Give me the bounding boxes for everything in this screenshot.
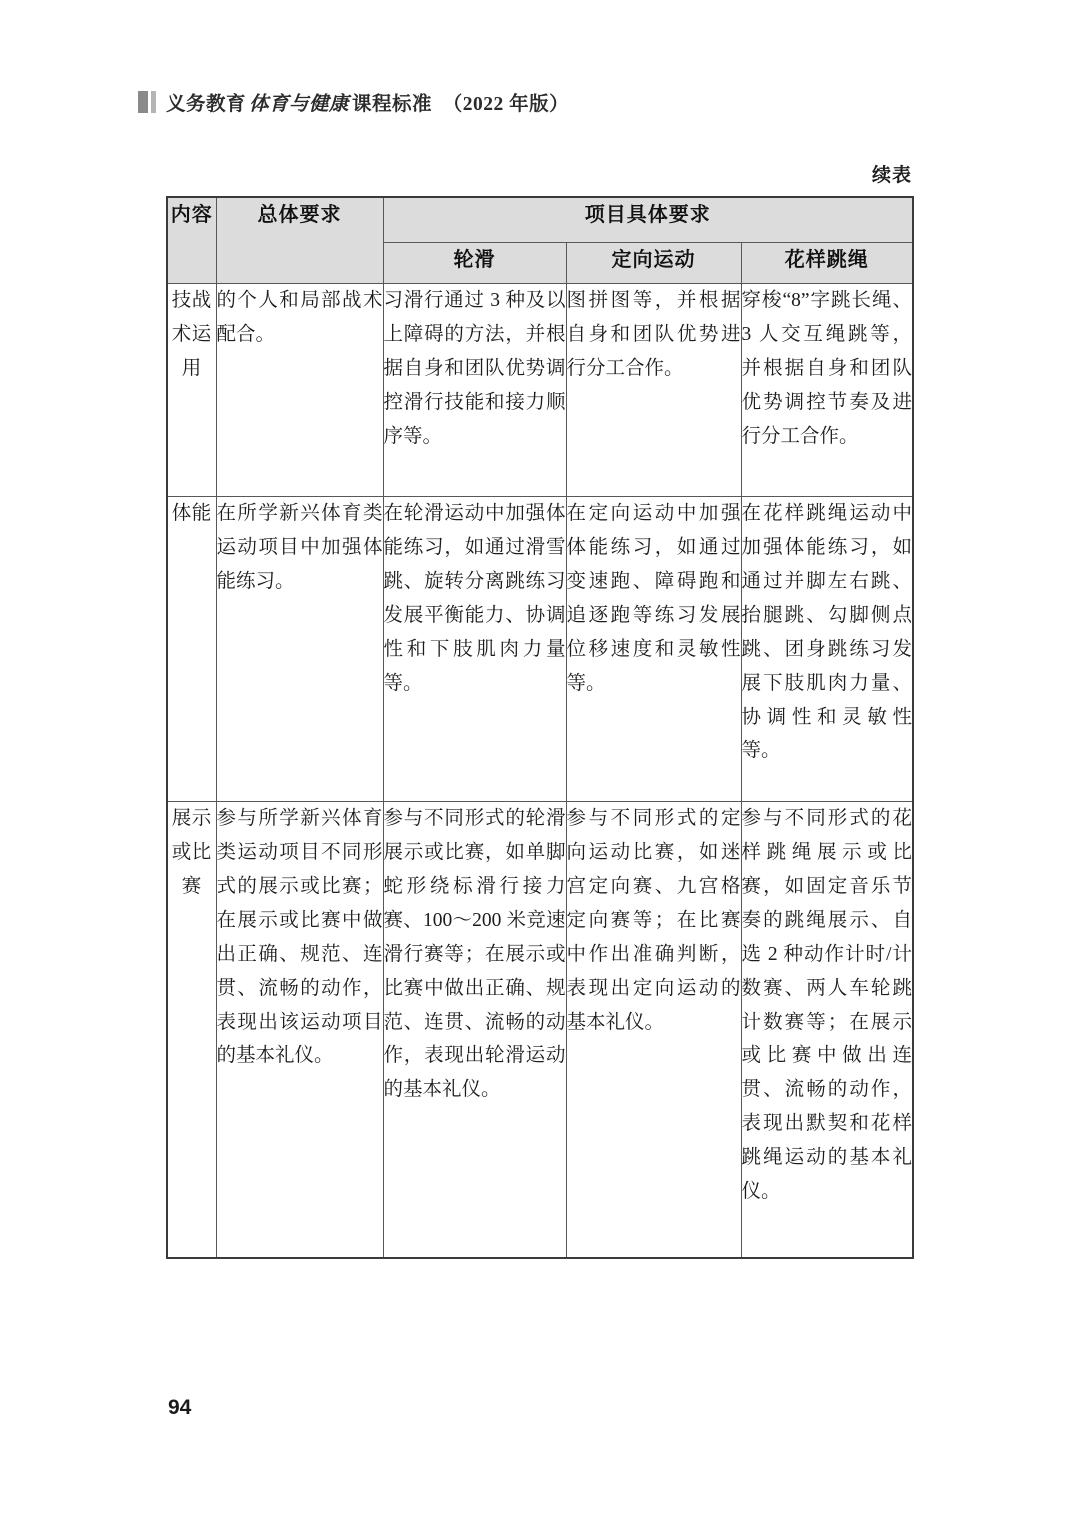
cell-rope-skipping xyxy=(741,802,913,1259)
header-suffix: 课程标准 xyxy=(352,94,433,115)
cell-text: 在所学新兴体育类运动项目中加强体能练习。 xyxy=(216,503,383,592)
cell-rope-skipping xyxy=(741,284,913,497)
continued-table-label: 续表 xyxy=(871,165,912,186)
row-category-text: 技战 术运 用 xyxy=(171,290,212,379)
cell-skating xyxy=(383,284,566,497)
cell-rope-skipping xyxy=(741,497,913,802)
table-body xyxy=(167,284,913,1259)
table-row xyxy=(167,802,913,1259)
cell-text: 在定向运动中加强体能练习，如通过变速跑、障碍跑和追逐跑等练习发展位移速度和灵敏性等。 xyxy=(566,503,741,694)
cell-overall xyxy=(216,802,383,1259)
row-category-label xyxy=(167,497,216,802)
column-header-content: 内容 xyxy=(167,197,216,284)
cell-text: 在轮滑运动中加强体能练习，如通过滑雪跳、旋转分离跳练习发展平衡能力、协调性和下肢肌肉力量等。 xyxy=(383,503,566,694)
cell-text: 的个人和局部战术配合。 xyxy=(216,290,383,345)
requirements-table-container xyxy=(166,196,912,1259)
cell-text: 参与不同形式的花样跳绳展示或比赛，如固定音乐节奏的跳绳展示、自选 2 种动作计时/计数赛、两人车轮跳计数赛等；在展示或比赛中做出连贯、流畅的动作，表现出默契和花样跳绳运动的基本礼仪。 xyxy=(741,808,912,1203)
cell-skating xyxy=(383,497,566,802)
requirements-table xyxy=(166,196,914,1259)
cell-text: 在花样跳绳运动中加强体能练习，如通过并脚左右跳、抬腿跳、勾脚侧点跳、团身跳练习发展下肢肌肉力量、协调性和灵敏性等。 xyxy=(741,503,912,762)
column-header-skating: 轮滑 xyxy=(383,243,566,284)
column-header-specific-group: 项目具体要求 xyxy=(383,197,913,243)
row-category-text: 展示 或比 赛 xyxy=(171,808,212,897)
cell-text: 参与不同形式的定向运动比赛，如迷宫定向赛、九宫格定向赛等；在比赛中作出准确判断，表现出定向运动的基本礼仪。 xyxy=(566,808,741,1033)
column-header-overall: 总体要求 xyxy=(216,197,383,284)
header-mark-icon xyxy=(138,91,156,113)
header-italic-title: 体育与健康 xyxy=(249,94,350,115)
cell-skating xyxy=(383,802,566,1259)
cell-text: 穿梭“8”字跳长绳、3 人交互绳跳等，并根据自身和团队优势调控节奏及进行分工合作。 xyxy=(741,290,912,447)
cell-text: 习滑行通过 3 种及以上障碍的方法，并根据自身和团队优势调控滑行技能和接力顺序等。 xyxy=(383,290,566,447)
table-header-row-1 xyxy=(167,197,913,243)
header-prefix: 义务教育 xyxy=(166,94,247,115)
cell-text: 参与所学新兴体育类运动项目不同形式的展示或比赛；在展示或比赛中做出正确、规范、连贯、流畅的动作，表现出该运动项目的基本礼仪。 xyxy=(216,808,383,1067)
page-number: 94 xyxy=(168,1396,192,1419)
table-row xyxy=(167,284,913,497)
column-header-rope-skipping: 花样跳绳 xyxy=(741,243,913,284)
cell-overall xyxy=(216,497,383,802)
running-header xyxy=(138,88,569,116)
cell-orienteering xyxy=(566,284,741,497)
header-title xyxy=(166,88,569,116)
row-category-label xyxy=(167,284,216,497)
cell-orienteering xyxy=(566,802,741,1259)
cell-text: 参与不同形式的轮滑展示或比赛，如单脚蛇形绕标滑行接力赛、100～200 米竞速滑行赛等；在展示或比赛中做出正确、规范、连贯、流畅的动作，表现出轮滑运动的基本礼仪。 xyxy=(383,808,566,1101)
cell-orienteering xyxy=(566,497,741,802)
cell-overall xyxy=(216,284,383,497)
row-category-label xyxy=(167,802,216,1259)
column-header-orienteering: 定向运动 xyxy=(566,243,741,284)
row-category-text: 体能 xyxy=(171,503,212,524)
header-edition: （2022 年版） xyxy=(442,94,570,115)
cell-text: 图拼图等，并根据自身和团队优势进行分工合作。 xyxy=(566,290,741,379)
table-row xyxy=(167,497,913,802)
table-header xyxy=(167,197,913,284)
